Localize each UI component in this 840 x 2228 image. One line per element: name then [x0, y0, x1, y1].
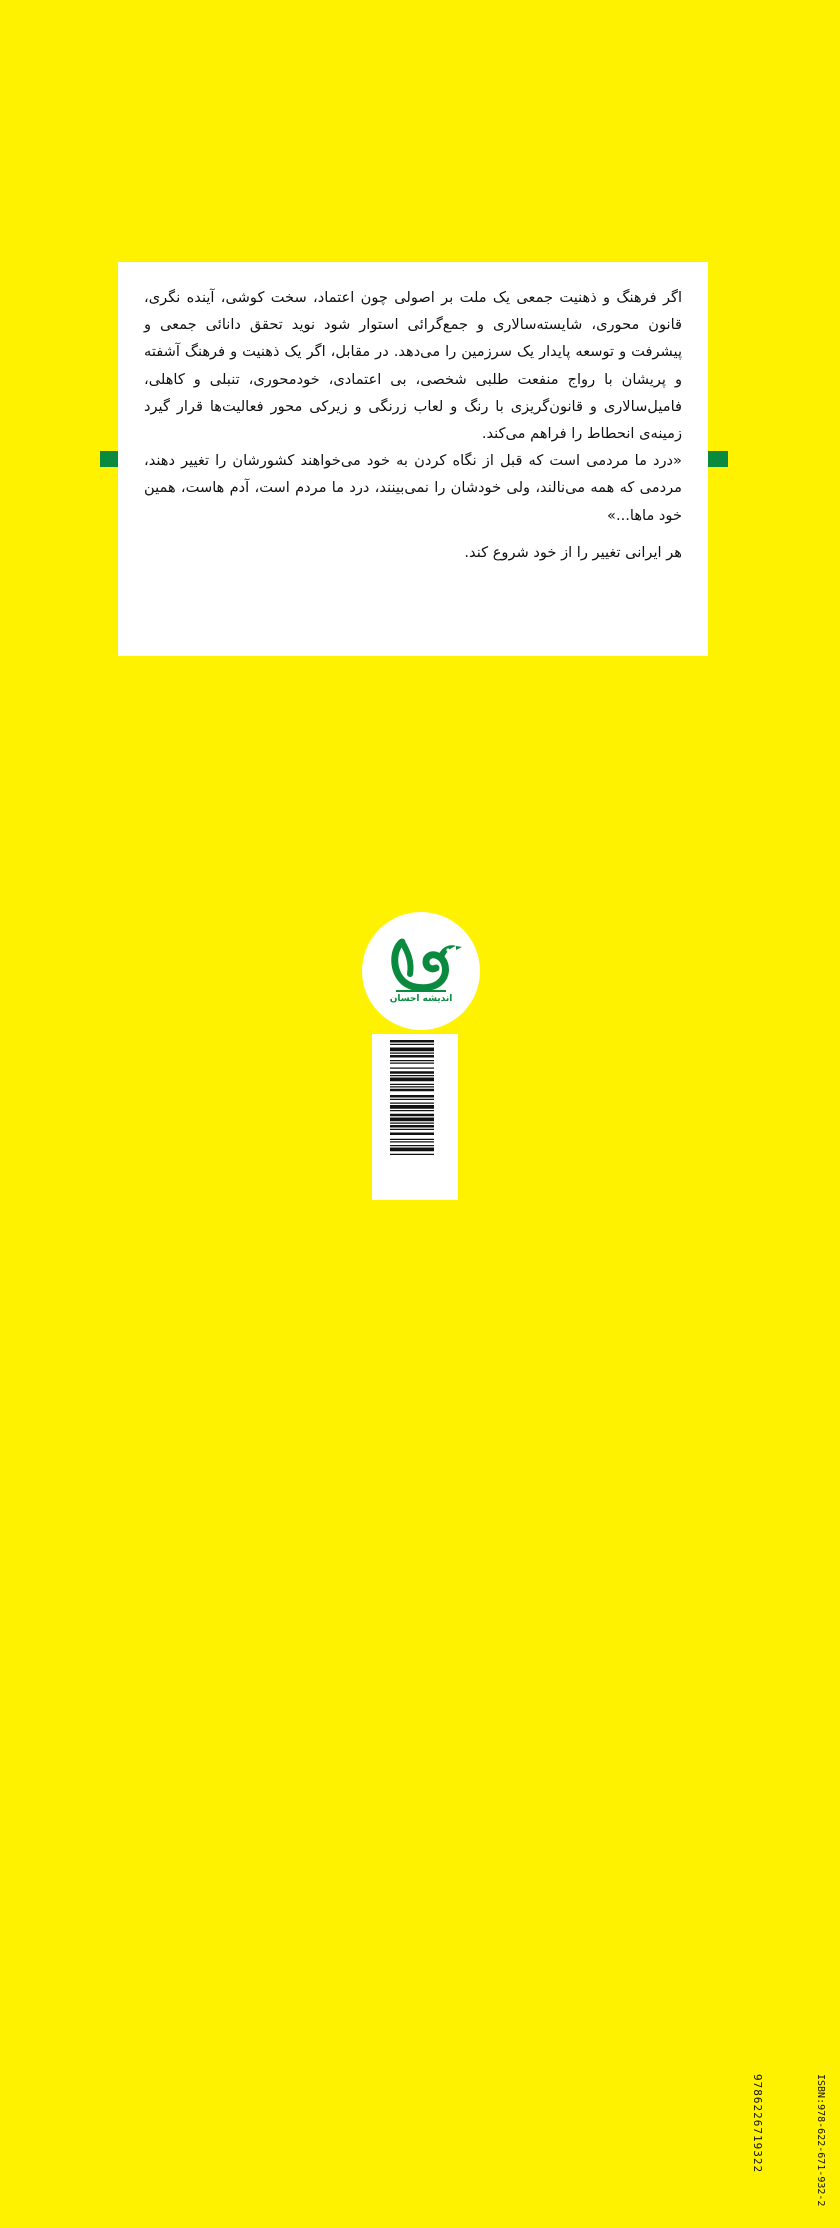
barcode-bar: [390, 1110, 434, 1111]
barcode-digits: 9786226719322: [751, 2074, 764, 2174]
barcode-bars: [372, 1034, 458, 1200]
barcode-bar: [390, 1118, 434, 1122]
publisher-logo: [362, 912, 480, 1030]
barcode-bar: [390, 1040, 434, 1043]
barcode-bar: [390, 1145, 434, 1146]
barcode-bar: [390, 1105, 434, 1109]
barcode-bar: [390, 1103, 434, 1104]
barcode-bar: [390, 1060, 434, 1061]
barcode-bar: [390, 1068, 434, 1069]
barcode-bar: [390, 1095, 434, 1098]
barcode-bar: [390, 1129, 434, 1130]
bird-icon: [362, 912, 480, 1030]
barcode-bar: [390, 1071, 434, 1074]
barcode-bar: [390, 1089, 434, 1092]
paragraph-1: اگر فرهنگ و ذهنیت جمعی یک ملت بر اصولی چون اعتماد، سخت کوشی، آینده نگری، قانون محوری، شایسته‌سالاری و جمع‌گرائی استوار شود نوید تحقق دانائی جمعی و پیشرفت و توسعه پایدار یک سرزمین را می‌دهد. در مقابل، اگر یک ذهنیت و فرهنگ آشفته و پریشان با رواج منفعت طلبی شخصی، بی اعتمادی، خودمحوری، تنبلی و کاهلی، فامیل‌سالاری و قانون‌گریزی با رنگ و لعاب زرنگی و زیرکی محور فعالیت‌ها قرار گیرد زمینه‌ی انحطاط را فراهم می‌کند.: [144, 289, 682, 443]
barcode-bar: [390, 1139, 434, 1140]
paragraph-2: «درد ما مردمی است که قبل از نگاه کردن به خود می‌خواهند کشورشان را تغییر دهند، مردمی که همه می‌نالند، ولی خودشان را نمی‌بینند، درد ما مردم است، آدم هاست، همین خود ماها...»: [144, 452, 682, 524]
barcode-bar: [390, 1099, 434, 1100]
back-cover-text: [144, 284, 682, 566]
barcode-bar: [390, 1048, 434, 1052]
barcode-bar: [390, 1123, 434, 1124]
paragraph-3: هر ایرانی تغییر را از خود شروع کند.: [464, 543, 682, 561]
barcode-bar: [390, 1063, 434, 1064]
barcode-bar: [390, 1053, 434, 1054]
isbn-label: ISBN:978-622-671-932-2: [815, 2074, 826, 2207]
barcode-bar: [390, 1075, 434, 1076]
barcode-bar: [390, 1044, 434, 1045]
barcode-bar: [390, 1154, 434, 1155]
barcode-bar: [390, 1055, 434, 1058]
barcode-bar: [390, 1114, 434, 1117]
barcode-bar: [390, 1141, 434, 1142]
barcode-bar: [390, 1084, 434, 1085]
barcode-bar: [390, 1086, 434, 1087]
barcode-bar: [390, 1148, 434, 1152]
logo-caption: اندیشه احسان: [389, 994, 453, 1004]
barcode-bar: [390, 1125, 434, 1128]
barcode: [372, 1034, 826, 2207]
barcode-bar: [390, 1078, 434, 1082]
barcode-bar: [390, 1133, 434, 1136]
text-panel: [118, 262, 708, 656]
